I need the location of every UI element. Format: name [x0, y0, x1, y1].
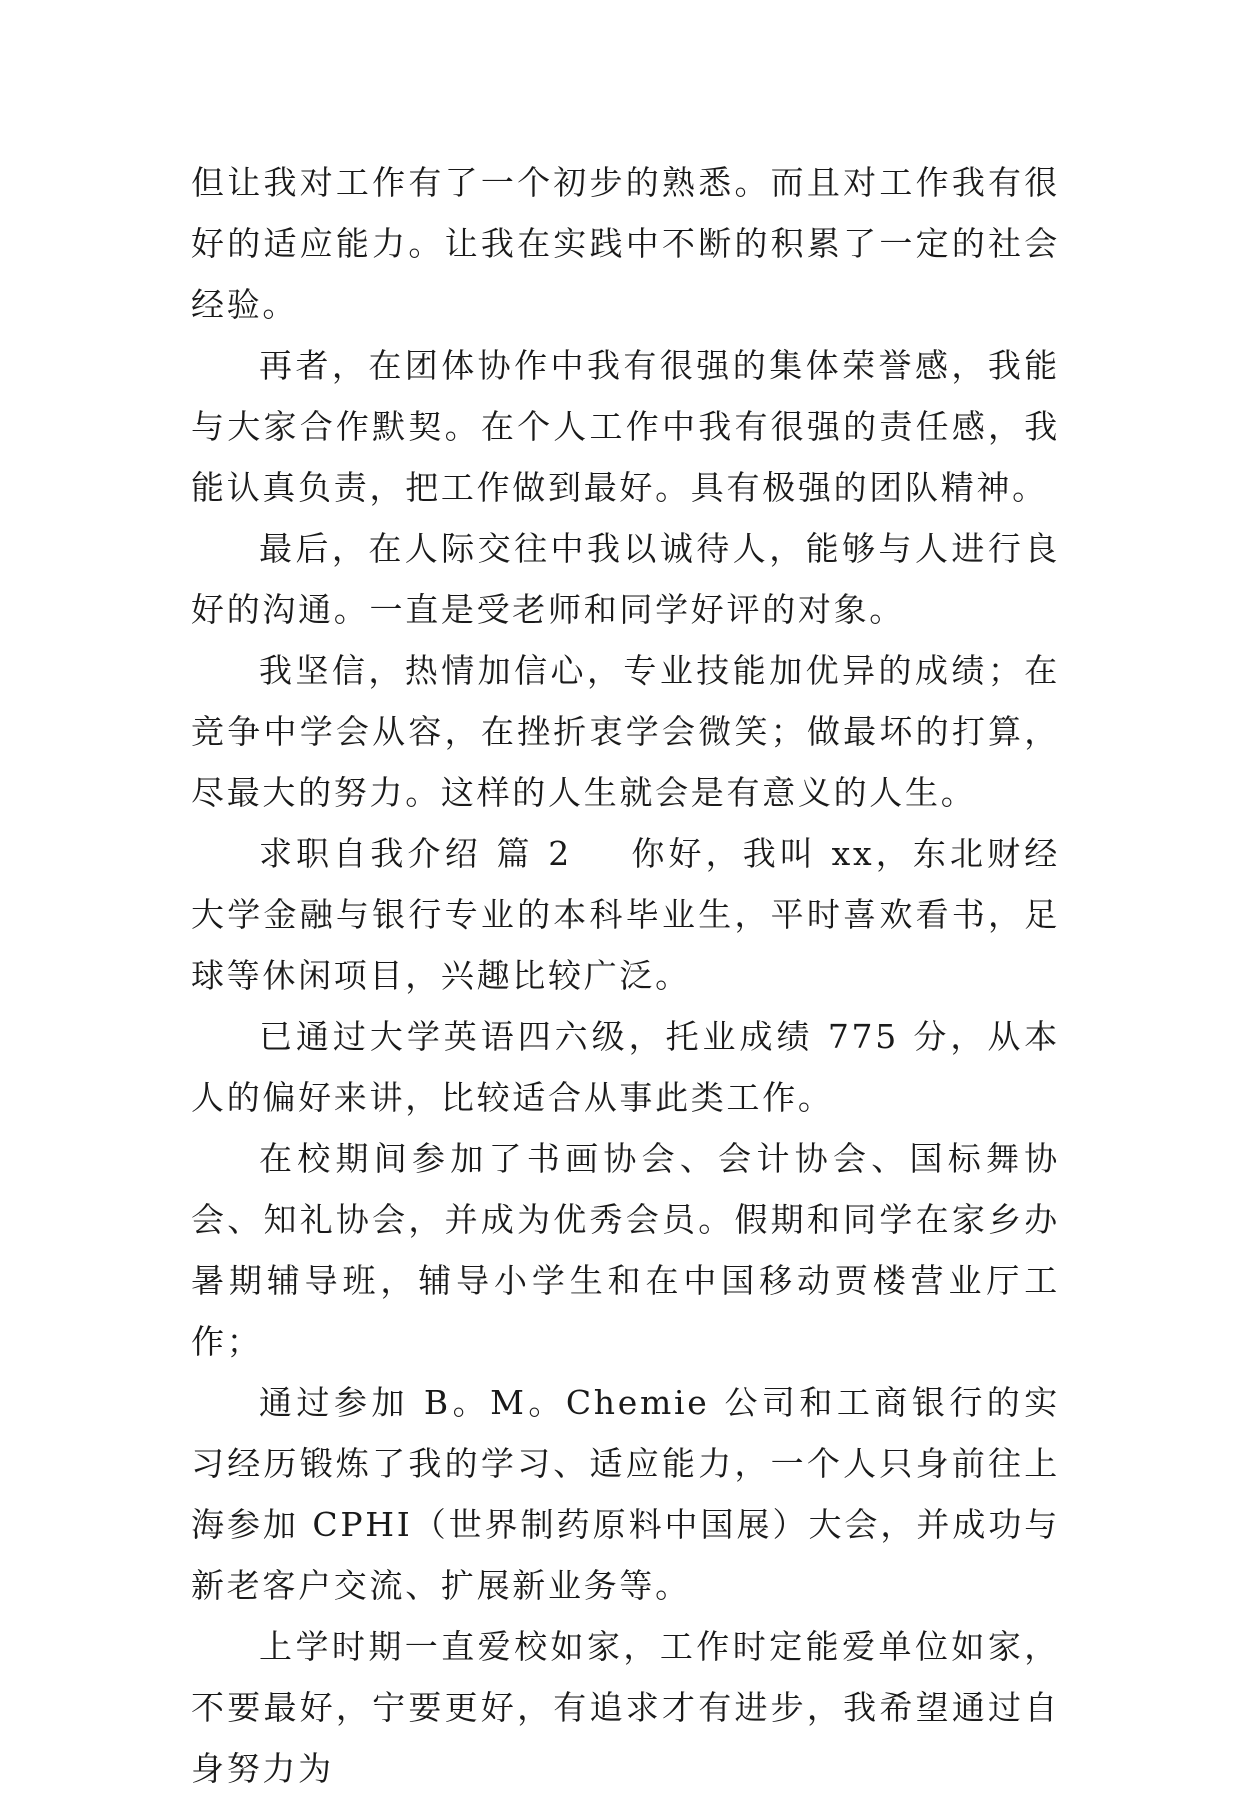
- paragraph-section-2-intro: [191, 823, 1060, 1006]
- paragraph-text: 但让我对工作有了一个初步的熟悉。而且对工作我有很好的适应能力。让我在实践中不断的积累了一定的社会经验。: [191, 163, 1060, 324]
- paragraph-text: 你好，我叫 xx，东北财经大学金融与银行专业的本科毕业生，平时喜欢看书，足球等休闲项目，兴趣比较广泛。: [191, 834, 1060, 995]
- paragraph-text: 在校期间参加了书画协会、会计协会、国标舞协会、知礼协会，并成为优秀会员。假期和同学在家乡办暑期辅导班，辅导小学生和在中国移动贾楼营业厅工作；: [191, 1139, 1060, 1361]
- paragraph-interpersonal: [191, 518, 1060, 640]
- paragraph-aspiration: [191, 1616, 1060, 1799]
- document-body: [191, 152, 1060, 1799]
- paragraph-campus-activities: [191, 1128, 1060, 1372]
- paragraph-text: 最后，在人际交往中我以诚待人，能够与人进行良好的沟通。一直是受老师和同学好评的对象。: [191, 529, 1060, 629]
- paragraph-text: 通过参加 B。M。Chemie 公司和工商银行的实习经历锻炼了我的学习、适应能力，一个人只身前往上海参加 CPHI（世界制药原料中国展）大会，并成功与新老客户交流、扩展新业务等。: [191, 1383, 1060, 1605]
- paragraph-continuation: [191, 152, 1060, 335]
- paragraph-teamwork: [191, 335, 1060, 518]
- paragraph-internship: [191, 1372, 1060, 1616]
- paragraph-text: 我坚信，热情加信心，专业技能加优异的成绩；在竞争中学会从容，在挫折衷学会微笑；做最坏的打算，尽最大的努力。这样的人生就会是有意义的人生。: [191, 651, 1060, 812]
- paragraph-text: 已通过大学英语四六级，托业成绩 775 分，从本人的偏好来讲，比较适合从事此类工作。: [191, 1017, 1060, 1117]
- paragraph-english: [191, 1006, 1060, 1128]
- paragraph-text: 上学时期一直爱校如家，工作时定能爱单位如家，不要最好，宁要更好，有追求才有进步，我希望通过自身努力为: [191, 1627, 1060, 1788]
- paragraph-belief: [191, 640, 1060, 823]
- paragraph-text: 再者，在团体协作中我有很强的集体荣誉感，我能与大家合作默契。在个人工作中我有很强的责任感，我能认真负责，把工作做到最好。具有极强的团队精神。: [191, 346, 1060, 507]
- section-heading: 求职自我介绍 篇 2: [259, 834, 572, 873]
